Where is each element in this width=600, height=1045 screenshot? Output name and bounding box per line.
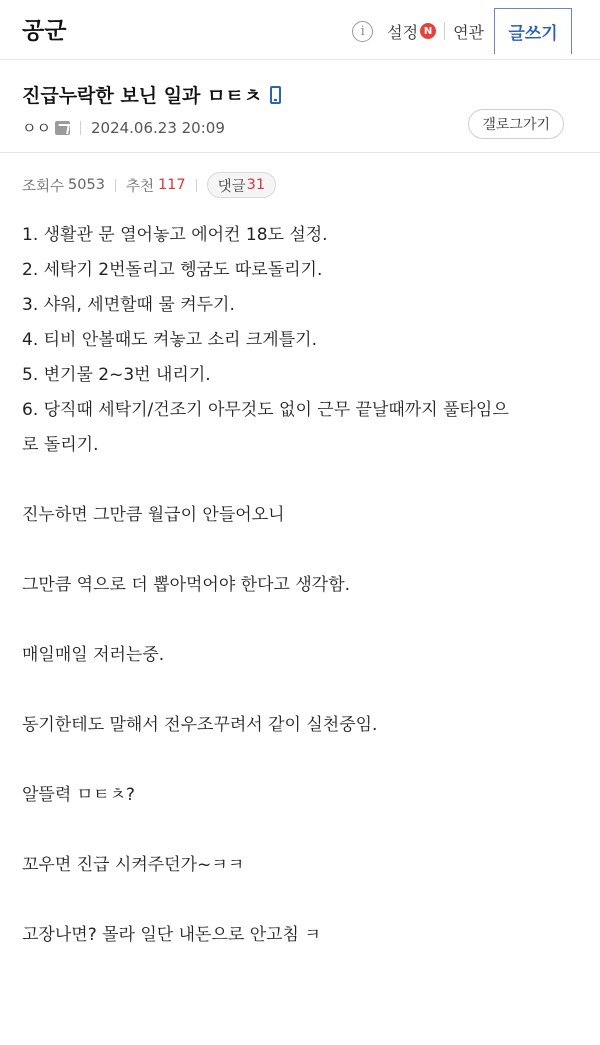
blank-line (22, 603, 582, 638)
blank-line (22, 883, 582, 918)
body-line: 2. 세탁기 2번돌리고 헹굼도 따로돌리기. (22, 260, 323, 280)
post-meta (22, 117, 225, 138)
new-badge: N (420, 23, 436, 39)
top-bar (0, 0, 600, 60)
divider (196, 179, 197, 192)
body-line: 4. 티비 안볼때도 켜놓고 소리 크게틀기. (22, 330, 317, 350)
recommend-count: 117 (157, 177, 186, 193)
blank-line (22, 463, 582, 498)
views-count: 5053 (68, 177, 105, 193)
body-line: 5. 변기물 2~3번 내리기. (22, 365, 211, 385)
body-line: 3. 샤워, 세면할때 물 켜두기. (22, 295, 235, 315)
blank-line (22, 533, 582, 568)
author-name[interactable]: ㅇㅇ (22, 119, 51, 137)
body-line: 진누하면 그만큼 월급이 안들어오니 (22, 505, 285, 525)
body-line: 동기한테도 말해서 전우조꾸려서 같이 실천중임. (22, 715, 378, 735)
blank-line (22, 743, 582, 778)
user-level-icon (55, 121, 70, 135)
body-line: 6. 당직때 세탁기/건조기 아무것도 없이 근무 끝날때까지 풀타임으 (22, 400, 509, 420)
settings-link[interactable]: 설정 (387, 22, 419, 42)
comments-count: 31 (246, 177, 266, 193)
body-line: 매일매일 저러는중. (22, 645, 165, 665)
gallog-button[interactable]: 갤로그가기 (468, 109, 564, 139)
post-title-text: 진급누락한 보닌 일과 ㅁㅌㅊ (22, 85, 263, 107)
body-line: 고장나면? 몰라 일단 내돈으로 안고침 ㅋ (22, 925, 321, 945)
divider (444, 22, 445, 40)
comments-label: 댓글 (217, 178, 246, 195)
recommend-label: 추천 (125, 178, 154, 195)
body-line: 그만큼 역으로 더 뽑아먹어야 한다고 생각함. (22, 575, 351, 595)
body-line: 알뜰력 ㅁㅌㅊ? (22, 785, 135, 805)
blank-line (22, 673, 582, 708)
views-label: 조회수 (22, 178, 65, 195)
divider (80, 121, 81, 135)
board-title[interactable]: 공군 (22, 18, 67, 44)
post-title (22, 81, 281, 108)
divider (115, 179, 116, 192)
write-button[interactable]: 글쓰기 (494, 8, 572, 54)
top-actions (352, 8, 572, 54)
body-line: 꼬우면 진급 시켜주던가~ㅋㅋ (22, 855, 245, 875)
info-icon[interactable]: i (352, 21, 373, 42)
post-stats (22, 172, 276, 198)
body-line: 로 돌리기. (22, 435, 99, 455)
related-link[interactable]: 연관 (453, 22, 484, 42)
body-line: 1. 생활관 문 열어놓고 에어컨 18도 설정. (22, 225, 328, 245)
post-date: 2024.06.23 20:09 (90, 118, 225, 137)
post-header (0, 61, 600, 153)
blank-line (22, 813, 582, 848)
comments-button[interactable] (207, 172, 276, 198)
mobile-icon (270, 86, 281, 104)
post-body (22, 218, 582, 953)
